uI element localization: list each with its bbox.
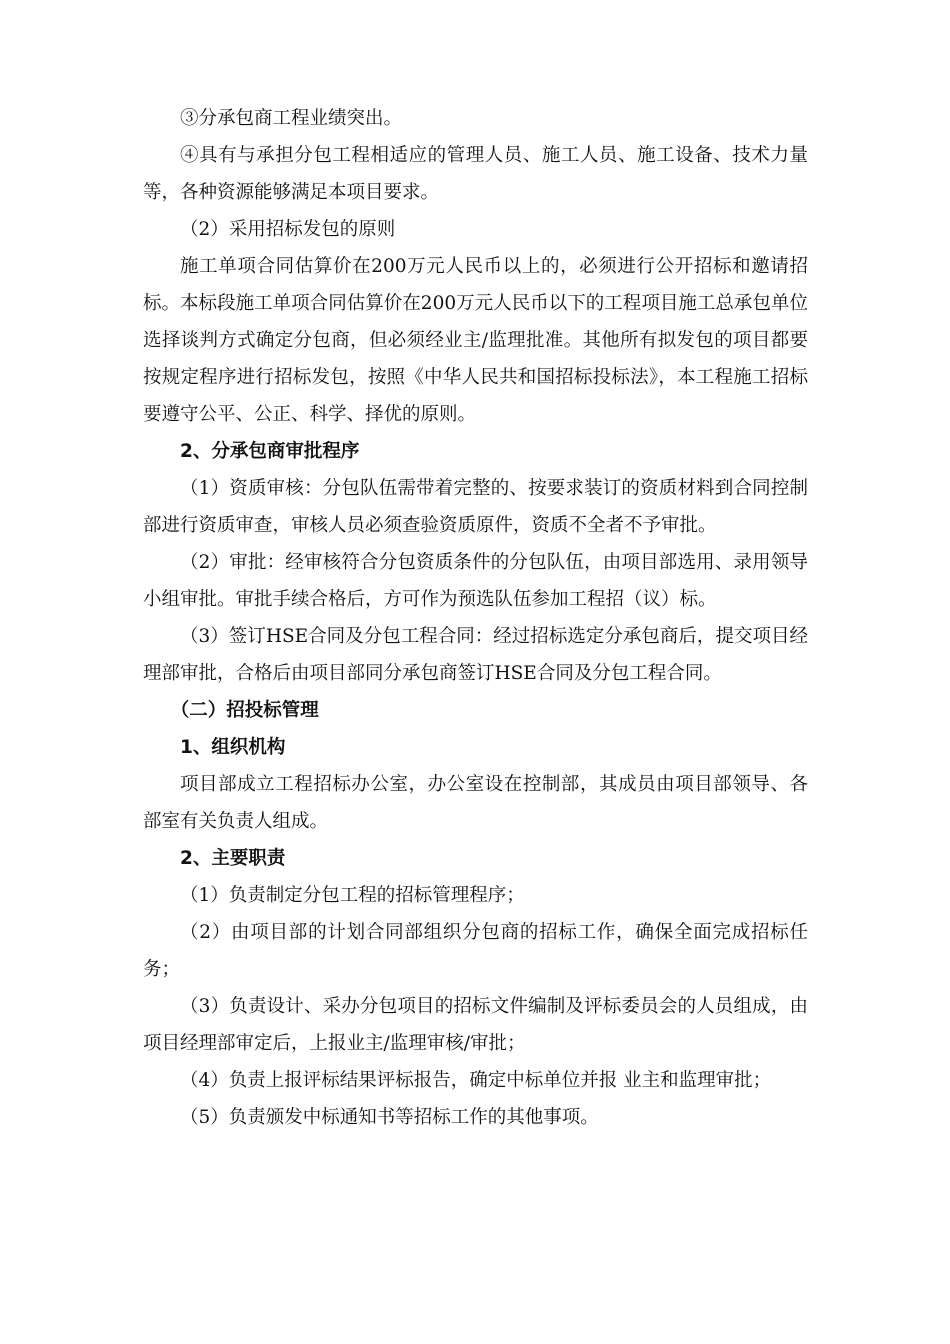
- paragraph-bidding-principle-title: （2）采用招标发包的原则: [180, 219, 396, 240]
- paragraph-sign-contract: （3）签订HSE合同及分包工程合同：经过招标选定分承包商后，提交项目经理部审批，合格后由项目部同分承包商签订HSE合同及分包工程合同。: [143, 626, 808, 684]
- heading-main-duties: 2、主要职责: [180, 848, 286, 869]
- paragraph-organization: 项目部成立工程招标办公室，办公室设在控制部，其成员由项目部领导、各部室有关负责人组成。: [143, 774, 808, 832]
- paragraph-duty-4: （4）负责上报评标结果评标报告，确定中标单位并报 业主和监理审批；: [180, 1070, 772, 1091]
- heading-organization: 1、组织机构: [180, 737, 286, 758]
- document-body: [143, 100, 808, 1136]
- paragraph-duty-3: （3）负责设计、采办分包项目的招标文件编制及评标委员会的人员组成，由项目经理部审定后，上报业主/监理审核/审批；: [143, 996, 808, 1054]
- paragraph-duty-5: （5）负责颁发中标通知书等招标工作的其他事项。: [180, 1107, 599, 1128]
- paragraph-duty-2: （2）由项目部的计划合同部组织分包商的招标工作，确保全面完成招标任务；: [143, 922, 808, 980]
- heading-bid-management: （二）招投标管理: [170, 700, 319, 721]
- paragraph-qualification-review: （1）资质审核：分包队伍需带着完整的、按要求装订的资质材料到合同控制部进行资质审查，审核人员必须查验资质原件，资质不全者不予审批。: [143, 478, 808, 536]
- paragraph-duty-1: （1）负责制定分包工程的招标管理程序；: [180, 885, 525, 906]
- paragraph-item-3: ③分承包商工程业绩突出。: [180, 108, 403, 129]
- heading-subcontractor-approval: 2、分承包商审批程序: [180, 441, 360, 462]
- paragraph-item-4: ④具有与承担分包工程相适应的管理人员、施工人员、施工设备、技术力量等，各种资源能够满足本项目要求。: [143, 145, 808, 203]
- paragraph-approval: （2）审批：经审核符合分包资质条件的分包队伍，由项目部选用、录用领导小组审批。审批手续合格后，方可作为预选队伍参加工程招（议）标。: [143, 552, 808, 610]
- paragraph-bidding-principle: 施工单项合同估算价在200万元人民币以上的，必须进行公开招标和邀请招标。本标段施工单项合同估算价在200万元人民币以下的工程项目施工总承包单位选择谈判方式确定分包商，但必须经业主/监理批准。其他所有拟发包的项目都要按规定程序进行招标发包，按照《中华人民共和国招标投标法》，本工程施工招标要遵守公平、公正、科学、择优的原则。: [143, 256, 808, 425]
